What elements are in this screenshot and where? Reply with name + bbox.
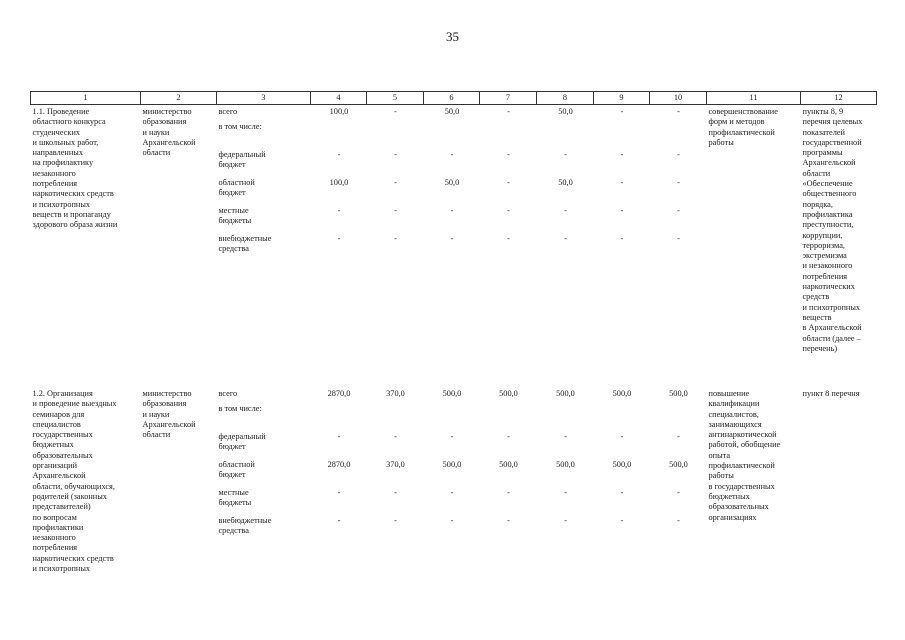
funding-amount: - (620, 488, 624, 497)
funding-amount: - (564, 234, 567, 243)
funding-amount: 50,0 (444, 178, 460, 187)
funding-amount: - (507, 432, 510, 441)
funding-amount-cell (594, 105, 650, 384)
funding-amount (313, 404, 366, 432)
funding-amount: - (677, 234, 680, 243)
funding-amount: - (507, 107, 510, 116)
funding-source-label: федеральный бюджет (218, 150, 266, 170)
funding-amount: - (337, 488, 341, 497)
funding-amount: 500,0 (442, 389, 462, 398)
funding-amount: 50,0 (444, 107, 460, 116)
funding-amount-cell (650, 105, 707, 384)
funding-amount: 100,0 (329, 178, 349, 187)
funding-amount: - (564, 516, 567, 525)
funding-amount (426, 404, 479, 432)
funding-amount-cell (650, 383, 707, 589)
funding-source-label: в том числе: (218, 404, 262, 413)
funding-amount: 2870,0 (327, 389, 351, 398)
table-row (31, 383, 877, 589)
funding-source-label: областной бюджет (218, 178, 255, 198)
funding-amount: - (450, 432, 454, 441)
funding-amount: - (337, 150, 341, 159)
funding-amount: - (564, 432, 567, 441)
page-number: 35 (446, 29, 459, 44)
funding-amount: - (337, 516, 341, 525)
funding-amount-cell (594, 383, 650, 589)
funding-amount-cell (311, 383, 367, 589)
column-header: 1 (31, 92, 141, 105)
funding-amount: 500,0 (556, 460, 575, 469)
funding-amount (596, 404, 649, 432)
funding-amount: - (394, 432, 397, 441)
column-header: 2 (141, 92, 217, 105)
funding-amount: - (394, 206, 397, 215)
funding-amount: - (564, 488, 567, 497)
funding-amount: 50,0 (558, 178, 573, 187)
funding-amount: - (677, 107, 680, 116)
funding-source-label: федеральный бюджет (218, 432, 266, 452)
column-header: 3 (217, 92, 311, 105)
funding-amount: - (620, 150, 624, 159)
column-header: 6 (424, 92, 480, 105)
funding-amount: 500,0 (669, 460, 688, 469)
funding-amount: 500,0 (669, 389, 688, 398)
funding-amount: - (620, 234, 624, 243)
funding-amount: - (677, 488, 680, 497)
column-header: 8 (537, 92, 594, 105)
activity-cell: 1.1. Проведение областного конкурса студенческих и школьных работ, направленных на профилактику незаконного потребления наркотических средств и психотропных веществ и пропаганду здорового образа жизни (32, 107, 118, 230)
table-row (31, 105, 877, 384)
funding-amount: - (507, 234, 510, 243)
activity-cell: 1.2. Организация и проведение выездных семинаров для специалистов государственных бюджетных образовательных организаций Архангельской области, обучающихся, родителей (законных представителей) по вопросам профилактики незаконного потребления наркотических средств и психотропных (32, 389, 117, 574)
funding-amount: - (677, 150, 680, 159)
funding-amount: - (564, 206, 567, 215)
funding-amount: - (677, 516, 680, 525)
funding-source-cell (217, 383, 311, 589)
funding-amount: - (394, 107, 397, 116)
funding-amount: - (337, 206, 341, 215)
funding-amount: 500,0 (612, 389, 632, 398)
funding-amount: - (450, 234, 454, 243)
funding-source-label: внебюджетные средства (218, 234, 272, 254)
column-number-row (31, 92, 877, 105)
funding-amount: - (620, 206, 624, 215)
funding-amount: - (394, 488, 397, 497)
funding-amount: 500,0 (442, 460, 462, 469)
funding-amount: - (507, 488, 510, 497)
funding-amount-cell (367, 383, 424, 589)
funding-amount: - (677, 178, 680, 187)
funding-amount: - (620, 432, 624, 441)
column-header: 11 (707, 92, 801, 105)
funding-amount: - (394, 234, 397, 243)
column-header: 10 (650, 92, 707, 105)
column-header: 5 (367, 92, 424, 105)
funding-amount: - (507, 206, 510, 215)
funding-amount: - (677, 206, 680, 215)
funding-amount: 370,0 (386, 460, 405, 469)
funding-amount: 500,0 (499, 460, 518, 469)
funding-amount (652, 404, 706, 432)
funding-source-label: всего (218, 389, 238, 398)
funding-amount-cell (537, 105, 594, 384)
funding-source-label: в том числе: (218, 122, 262, 131)
funding-amount: - (507, 178, 510, 187)
funding-amount (369, 404, 423, 432)
funding-amount: 370,0 (386, 389, 405, 398)
budget-table (30, 91, 877, 589)
funding-amount: - (507, 150, 510, 159)
funding-amount-cell (424, 105, 480, 384)
funding-amount: - (620, 516, 624, 525)
executor-cell: министерство образования и науки Архангельской области (142, 107, 196, 158)
funding-amount (313, 122, 366, 150)
funding-amount: - (337, 432, 341, 441)
executor-cell: министерство образования и науки Архангельской области (142, 389, 196, 440)
funding-amount: - (620, 178, 624, 187)
funding-amount: - (450, 488, 454, 497)
funding-amount (482, 122, 536, 150)
funding-amount: 100,0 (329, 107, 349, 116)
funding-amount (369, 122, 423, 150)
funding-amount: - (450, 150, 454, 159)
funding-amount: - (620, 107, 624, 116)
funding-amount: - (394, 150, 397, 159)
funding-amount: - (394, 516, 397, 525)
funding-amount: - (450, 206, 454, 215)
column-header: 7 (480, 92, 537, 105)
funding-amount (539, 122, 593, 150)
funding-amount: 2870,0 (327, 460, 351, 469)
column-header: 12 (801, 92, 877, 105)
funding-amount-cell (537, 383, 594, 589)
column-header: 9 (594, 92, 650, 105)
column-header: 4 (311, 92, 367, 105)
funding-amount-cell (480, 105, 537, 384)
funding-amount: - (337, 234, 341, 243)
expected-result-cell: повышение квалификации специалистов, занимающихся антинаркотической работой, обобщение опыта профилактической работы в государственных бюджетных образовательных организациях (708, 389, 781, 522)
target-indicator-cell: пункты 8, 9 перечня целевых показателей государственной программы Архангельской области «Обеспечение общественного порядка, профилактика преступности, коррупции, терроризма, экстремизма и незаконного потребления наркотических средств и психотропных веществ в Архангельской области (далее – перечень) (802, 107, 863, 353)
funding-amount: - (564, 150, 567, 159)
funding-amount: - (450, 516, 454, 525)
funding-amount-cell (480, 383, 537, 589)
funding-amount (539, 404, 593, 432)
funding-amount: 500,0 (612, 460, 632, 469)
funding-amount (426, 122, 479, 150)
funding-source-label: внебюджетные средства (218, 516, 272, 536)
funding-amount: 50,0 (558, 107, 573, 116)
funding-amount: - (677, 432, 680, 441)
funding-amount: - (394, 178, 397, 187)
target-indicator-cell: пункт 8 перечня (802, 389, 860, 398)
funding-source-cell (217, 105, 311, 384)
funding-amount (652, 122, 706, 150)
funding-amount-cell (367, 105, 424, 384)
funding-amount: 500,0 (499, 389, 518, 398)
funding-source-label: областной бюджет (218, 460, 255, 480)
funding-source-label: местные бюджеты (218, 488, 252, 508)
funding-amount (482, 404, 536, 432)
funding-source-label: местные бюджеты (218, 206, 252, 226)
funding-source-label: всего (218, 107, 238, 116)
funding-amount: - (507, 516, 510, 525)
funding-amount-cell (311, 105, 367, 384)
expected-result-cell: совершенствование форм и методов профилактической работы (708, 107, 778, 147)
funding-amount (596, 122, 649, 150)
funding-amount: 500,0 (556, 389, 575, 398)
funding-amount-cell (424, 383, 480, 589)
